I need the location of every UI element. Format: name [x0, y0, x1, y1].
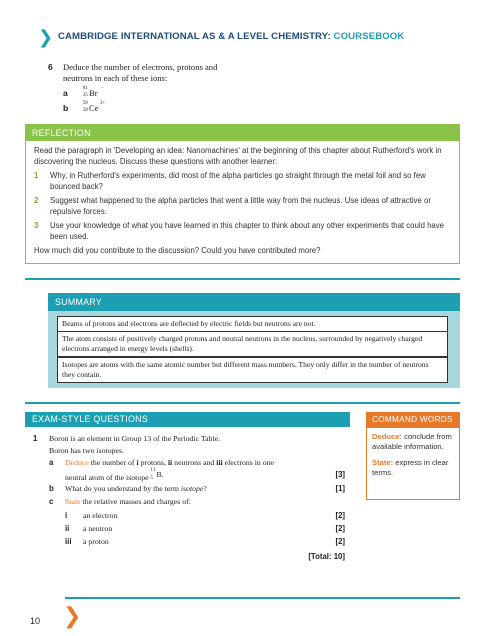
ion-cerium: 58 58 Ce 3+ — [83, 101, 106, 113]
reflection-closing: How much did you contribute to the discussion? Could you have contributed more? — [34, 246, 321, 255]
question-stem: Deduce the number of electrons, protons and neutrons in each of these ions: — [63, 62, 218, 83]
summary-point: Beams of protons and electrons are deflected by electric fields but neutrons are not. — [57, 316, 448, 332]
isotope-notation: 11 5 B. — [150, 468, 164, 481]
summary-point: Isotopes are atoms with the same atomic number but different mass numbers. They only differ in the number of neutrons they contain. — [57, 357, 448, 383]
reflection-item: 1 Why, in Rutherford's experiments, did most of the alpha particles go straight through the metal foil and so few bounced back? — [34, 171, 426, 191]
reflection-intro: Read the paragraph in 'Developing an idea: Nanomachines' at the beginning of this chapter about Rutherford's work in discovering the nucleus. Discuss these questions with another learner: — [34, 146, 442, 166]
marks: [3] — [335, 470, 345, 479]
command-word: State — [65, 497, 81, 506]
question-part-a: Deduce the number of i protons, ii neutrons and iii electrons in one — [65, 458, 274, 467]
summary-box — [48, 293, 460, 388]
ion-bromide: 81 35 Br − — [83, 86, 104, 98]
marks: [2] — [335, 524, 345, 533]
question-number: 1 — [33, 434, 38, 443]
question-part-b: What do you understand by the term isotope? — [65, 484, 207, 493]
reflection-heading: REFLECTION — [26, 125, 459, 141]
command-word: Deduce — [65, 458, 89, 467]
command-word-deduce: Deduce: conclude from available information. — [372, 432, 452, 451]
command-words-heading: COMMAND WORDS — [367, 413, 459, 428]
chevron-right-icon: ❯ — [38, 27, 54, 48]
command-words-box — [366, 412, 460, 500]
running-header — [38, 28, 458, 50]
subpart-text: a proton — [83, 537, 109, 546]
marks: [2] — [335, 511, 345, 520]
marks: [2] — [335, 537, 345, 546]
total-marks: [Total: 10] — [308, 552, 345, 561]
summary-heading: SUMMARY — [48, 293, 460, 311]
marks: [1] — [335, 484, 345, 493]
question-number: 6 — [48, 62, 53, 72]
page-number: 10 — [30, 616, 41, 626]
footer-divider — [65, 597, 460, 599]
reflection-box — [25, 124, 460, 264]
exam-heading: EXAM-STYLE QUESTIONS — [25, 412, 350, 427]
chevron-right-icon: ❯ — [63, 604, 82, 629]
command-word-state: State: express in clear terms. — [372, 458, 449, 477]
reflection-item: 3 Use your knowledge of what you have learned in this chapter to think about any other experiments that could have been used. — [34, 221, 444, 241]
section-divider — [25, 402, 460, 404]
subpart-text: an electron — [83, 511, 118, 520]
book-title: CAMBRIDGE INTERNATIONAL AS & A LEVEL CHEMISTRY: COURSEBOOK — [58, 31, 405, 42]
section-divider — [25, 278, 460, 280]
subpart-text: a neutron — [83, 524, 113, 533]
exam-questions: EXAM-STYLE QUESTIONS 1 Boron is an element in Group 13 of the Periodic Table. Boron has two isotopes. a Deduce the number of i protons, ii neutrons and iii electrons in one neutral atom of the isotope 11 5 B. [3] b What do you understand by the term isotope? [1] c State the relative masses and charges of: i an electron [2] ii a neutron [2] iii a proton [2] [Total: 10] — [25, 412, 350, 570]
question-part-c: State the relative masses and charges of: — [65, 497, 191, 506]
summary-point: The atom consists of positively charged protons and neutral neutrons in the nucleus, surrounded by negatively charged electrons arranged in energy levels (shells). — [57, 331, 448, 357]
reflection-item: 2 Suggest what happened to the alpha particles that went a little way from the nucleus. Use ideas of attractive or repulsive forces. — [34, 196, 431, 216]
